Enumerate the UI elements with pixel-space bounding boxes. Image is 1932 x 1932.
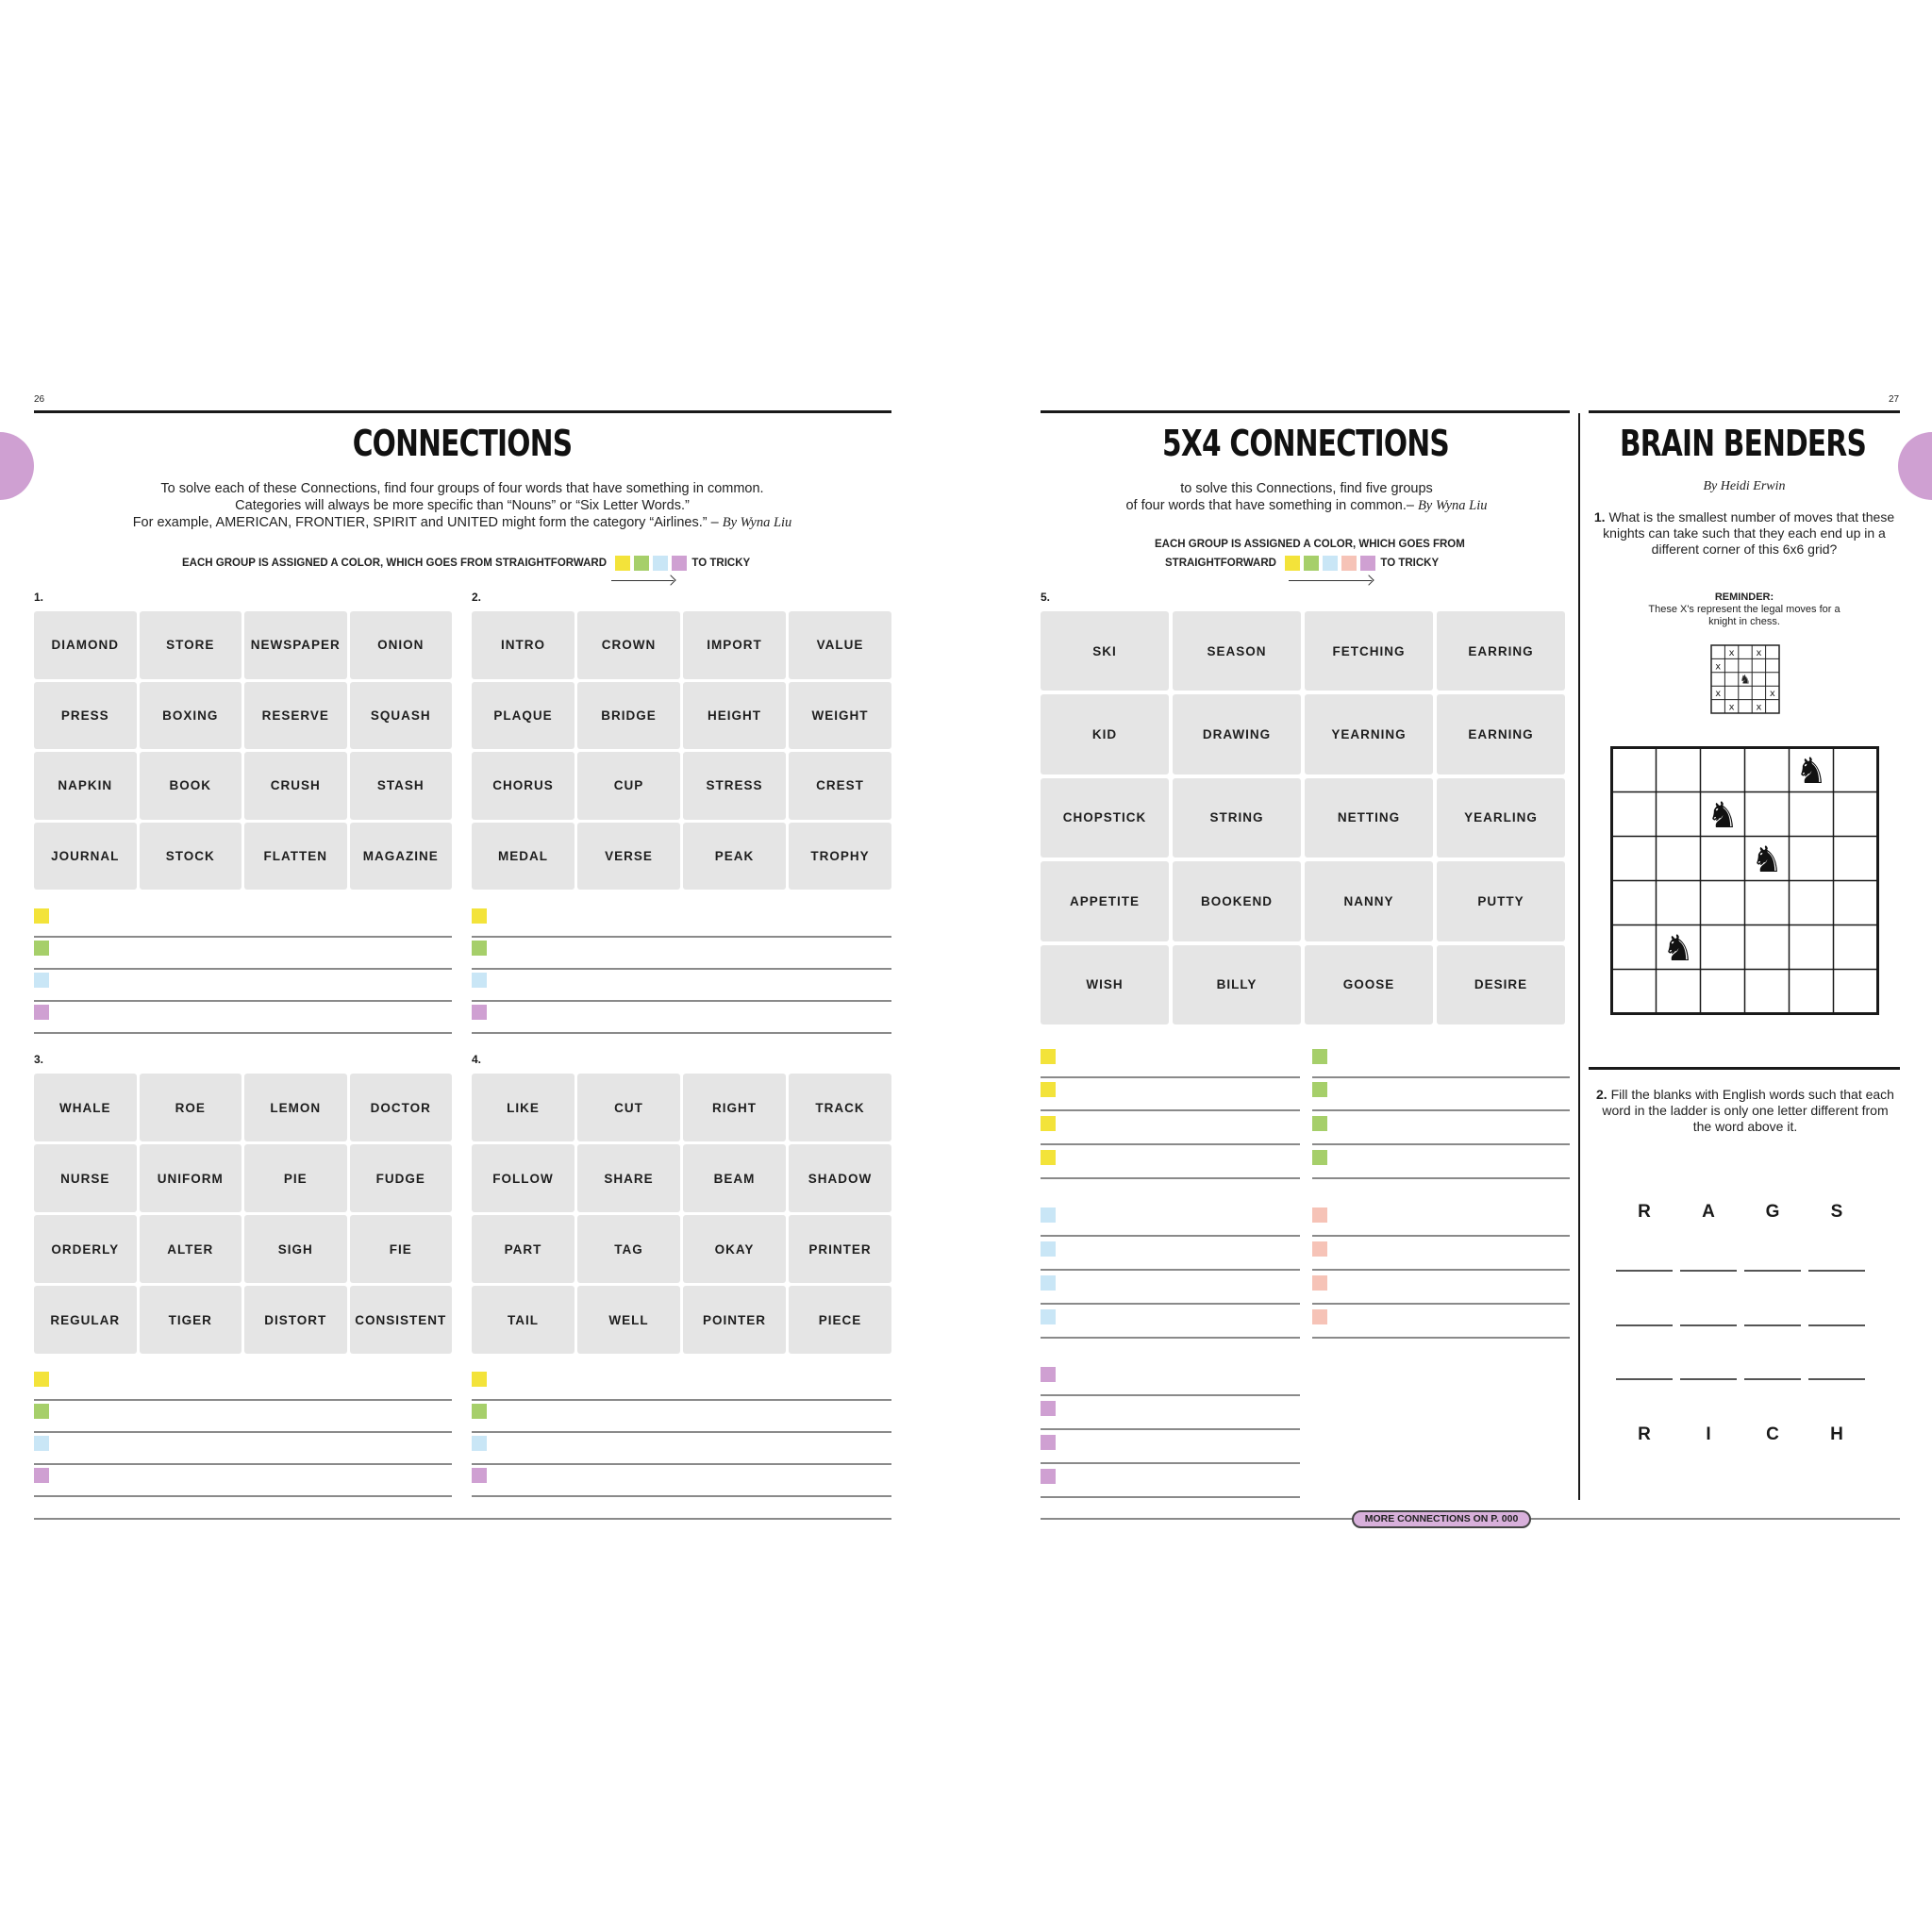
5x4-legend-line-2	[1165, 556, 1439, 571]
ladder-blank[interactable]	[1680, 1324, 1737, 1326]
legend-blue-swatch	[653, 556, 668, 571]
5x4-intro-line-2	[1047, 497, 1566, 514]
puzzle-5-salmon-3[interactable]	[1312, 1273, 1570, 1305]
puzzle-5-green-4[interactable]	[1312, 1147, 1570, 1179]
word-tile[interactable]: DOCTOR	[350, 1074, 453, 1141]
word-tile[interactable]: SKI	[1041, 611, 1169, 691]
knight-icon: ♞	[1750, 839, 1784, 880]
word-tile[interactable]: FOLLOW	[472, 1144, 575, 1212]
word-tile[interactable]: BEAM	[683, 1144, 786, 1212]
intro-line-1: To solve each of these Connections, find four groups of four words that have something in common.	[160, 481, 764, 496]
word-tile[interactable]: FIE	[350, 1215, 453, 1283]
knight-icon: ♞	[1794, 750, 1828, 791]
green-swatch	[1312, 1116, 1327, 1131]
word-tile[interactable]: VERSE	[577, 823, 680, 891]
puzzle-5-purple-1[interactable]	[1041, 1364, 1300, 1396]
word-tile[interactable]: SIGH	[244, 1215, 347, 1283]
word-tile[interactable]: GOOSE	[1305, 945, 1433, 1024]
connections-intro	[57, 480, 868, 531]
green-swatch	[1312, 1150, 1327, 1165]
question-1	[1591, 509, 1898, 558]
word-tile[interactable]: MEDAL	[472, 823, 575, 891]
puzzle-2-answer-yellow[interactable]	[472, 906, 891, 938]
word-tile[interactable]: LIKE	[472, 1074, 575, 1141]
yellow-swatch	[472, 1372, 487, 1387]
word-tile[interactable]: YEARNING	[1305, 694, 1433, 774]
word-tile[interactable]: TIGER	[140, 1286, 242, 1354]
word-tile[interactable]: BRIDGE	[577, 682, 680, 750]
puzzle-4-answer-green[interactable]	[472, 1401, 891, 1433]
word-tile[interactable]: PART	[472, 1215, 575, 1283]
ladder-blank[interactable]	[1616, 1270, 1673, 1272]
puzzle-3-grid	[34, 1074, 452, 1354]
green-swatch	[34, 1404, 49, 1419]
5x4-connections-title: 5X4 CONNECTIONS	[1162, 423, 1449, 464]
question-1-number: 1.	[1593, 509, 1606, 525]
word-tile[interactable]: RESERVE	[244, 682, 347, 750]
word-tile[interactable]: WELL	[577, 1286, 680, 1354]
word-tile[interactable]: NANNY	[1305, 861, 1433, 941]
puzzle-5-purple-4[interactable]	[1041, 1466, 1300, 1498]
puzzle-5-green-3[interactable]	[1312, 1113, 1570, 1145]
word-tile[interactable]: SEASON	[1173, 611, 1301, 691]
puzzle-5-yellow-4[interactable]	[1041, 1147, 1300, 1179]
word-tile[interactable]: NURSE	[34, 1144, 137, 1212]
word-tile[interactable]: CROWN	[577, 611, 680, 679]
x-mark: x	[1715, 661, 1722, 673]
word-tile[interactable]: POINTER	[683, 1286, 786, 1354]
word-tile[interactable]: SQUASH	[350, 682, 453, 750]
puzzle-4-answer-blue[interactable]	[472, 1433, 891, 1465]
blue-swatch	[1041, 1241, 1056, 1257]
question-2	[1594, 1087, 1896, 1135]
purple-swatch	[472, 1005, 487, 1020]
word-tile[interactable]: BOXING	[140, 682, 242, 750]
word-tile[interactable]: CREST	[789, 752, 891, 820]
purple-swatch	[34, 1468, 49, 1483]
word-tile[interactable]: WHALE	[34, 1074, 137, 1141]
puzzle-3-answer-blue[interactable]	[34, 1433, 452, 1465]
x-mark: x	[1728, 702, 1735, 713]
legend-blue-swatch	[1323, 556, 1338, 571]
puzzle-4-number: 4.	[472, 1053, 482, 1066]
puzzle-5-purple-3[interactable]	[1041, 1432, 1300, 1464]
puzzle-5-salmon-1[interactable]	[1312, 1205, 1570, 1237]
left-bottom-rule	[34, 1518, 891, 1520]
word-tile[interactable]: ROE	[140, 1074, 242, 1141]
x-mark: x	[1715, 689, 1722, 700]
legend-yellow-swatch	[615, 556, 630, 571]
5x4-intro	[1047, 480, 1566, 514]
puzzle-2-answer-purple[interactable]	[472, 1002, 891, 1034]
5x4-legend-arrow	[1289, 580, 1372, 581]
blue-swatch	[1041, 1208, 1056, 1223]
puzzle-5-number: 5.	[1041, 591, 1051, 604]
purple-swatch	[1041, 1435, 1056, 1450]
word-tile[interactable]: TRACK	[789, 1074, 891, 1141]
word-tile[interactable]: TAIL	[472, 1286, 575, 1354]
knight-icon: ♞	[1740, 673, 1751, 688]
puzzle-2-number: 2.	[472, 591, 482, 604]
word-tile[interactable]: YEARLING	[1437, 778, 1565, 858]
right-top-rule-brain	[1589, 410, 1900, 413]
x-mark: x	[1728, 648, 1735, 658]
puzzle-5-salmon-4[interactable]	[1312, 1307, 1570, 1339]
puzzle-5-grid	[1041, 611, 1565, 1024]
word-tile[interactable]: RIGHT	[683, 1074, 786, 1141]
left-page-number: 26	[34, 394, 45, 405]
word-tile[interactable]: LEMON	[244, 1074, 347, 1141]
reminder	[1640, 591, 1849, 628]
ladder-blank[interactable]	[1744, 1270, 1801, 1272]
word-tile[interactable]: STORE	[140, 611, 242, 679]
puzzle-5-yellow-3[interactable]	[1041, 1113, 1300, 1145]
intro-line-3-text: For example, AMERICAN, FRONTIER, SPIRIT and UNITED might form the category “Airlines.” –	[132, 515, 719, 530]
purple-swatch	[1041, 1469, 1056, 1484]
salmon-swatch	[1312, 1208, 1327, 1223]
connections-title: CONNECTIONS	[352, 423, 573, 464]
legend-purple-swatch	[672, 556, 687, 571]
salmon-swatch	[1312, 1275, 1327, 1291]
5x4-intro-line-2-text: of four words that have something in common.–	[1125, 498, 1414, 513]
puzzle-3-answer-purple[interactable]	[34, 1465, 452, 1497]
blue-swatch	[1041, 1275, 1056, 1291]
knight-moves-reminder-grid	[1710, 644, 1780, 714]
5x4-byline: By Wyna Liu	[1417, 498, 1488, 513]
more-connections-link[interactable]: MORE CONNECTIONS ON P. 000	[1352, 1510, 1531, 1528]
word-tile[interactable]: WISH	[1041, 945, 1169, 1024]
left-tab-marker	[0, 432, 34, 500]
puzzle-5-green-1[interactable]	[1312, 1046, 1570, 1078]
question-2-text: Fill the blanks with English words such that each word in the ladder is only one letter different from the word above it.	[1602, 1087, 1894, 1134]
purple-swatch	[1041, 1401, 1056, 1416]
word-tile[interactable]: EARNING	[1437, 694, 1565, 774]
word-tile[interactable]: DESIRE	[1437, 945, 1565, 1024]
word-tile[interactable]: DIAMOND	[34, 611, 137, 679]
word-tile[interactable]: FETCHING	[1305, 611, 1433, 691]
word-tile[interactable]: STASH	[350, 752, 453, 820]
salmon-swatch	[1312, 1241, 1327, 1257]
ladder-top-letter: S	[1830, 1202, 1843, 1222]
word-tile[interactable]: NETTING	[1305, 778, 1433, 858]
puzzle-5-green-2[interactable]	[1312, 1079, 1570, 1111]
5x4-legend-end: TO TRICKY	[1380, 558, 1440, 570]
word-tile[interactable]: BOOK	[140, 752, 242, 820]
puzzle-4-grid	[472, 1074, 891, 1354]
ladder-blank[interactable]	[1808, 1324, 1865, 1326]
brain-benders-byline: By Heidi Erwin	[1703, 479, 1786, 493]
word-tile[interactable]: PUTTY	[1437, 861, 1565, 941]
word-tile[interactable]: PRESS	[34, 682, 137, 750]
brain-benders-title: BRAIN BENDERS	[1619, 423, 1867, 464]
x-mark: x	[1769, 689, 1775, 700]
word-tile[interactable]: BILLY	[1173, 945, 1301, 1024]
ladder-blank[interactable]	[1616, 1378, 1673, 1380]
ladder-blank[interactable]	[1616, 1324, 1673, 1326]
word-tile[interactable]: STOCK	[140, 823, 242, 891]
word-tile[interactable]: APPETITE	[1041, 861, 1169, 941]
right-page-number: 27	[1889, 394, 1900, 405]
word-tile[interactable]: WEIGHT	[789, 682, 891, 750]
word-tile[interactable]: IMPORT	[683, 611, 786, 679]
legend-green-swatch	[1304, 556, 1319, 571]
word-tile[interactable]: CHOPSTICK	[1041, 778, 1169, 858]
blue-swatch	[34, 973, 49, 988]
word-tile[interactable]: FUDGE	[350, 1144, 453, 1212]
yellow-swatch	[34, 908, 49, 924]
word-tile[interactable]: ALTER	[140, 1215, 242, 1283]
word-tile[interactable]: ONION	[350, 611, 453, 679]
word-tile[interactable]: HEIGHT	[683, 682, 786, 750]
word-tile[interactable]: BOOKEND	[1173, 861, 1301, 941]
word-tile[interactable]: PLAQUE	[472, 682, 575, 750]
puzzle-1-answer-purple[interactable]	[34, 1002, 452, 1034]
puzzle-2-answer-blue[interactable]	[472, 970, 891, 1002]
puzzle-4-answer-yellow[interactable]	[472, 1369, 891, 1401]
word-tile[interactable]: SHARE	[577, 1144, 680, 1212]
puzzle-5-blue-1[interactable]	[1041, 1205, 1300, 1237]
ladder-bottom-letter: R	[1638, 1424, 1651, 1444]
knights-6x6-grid	[1610, 746, 1879, 1015]
word-tile[interactable]: STRESS	[683, 752, 786, 820]
word-tile[interactable]: PIE	[244, 1144, 347, 1212]
ladder-blank[interactable]	[1808, 1270, 1865, 1272]
ladder-top-letter: R	[1638, 1202, 1651, 1222]
5x4-legend-text: STRAIGHTFORWARD	[1165, 558, 1276, 570]
word-tile[interactable]: NAPKIN	[34, 752, 137, 820]
word-tile[interactable]: CUT	[577, 1074, 680, 1141]
ladder-bottom-letter: H	[1830, 1424, 1843, 1444]
right-tab-marker	[1898, 432, 1932, 500]
ladder-bottom-letter: I	[1706, 1424, 1711, 1444]
blue-swatch	[472, 1436, 487, 1451]
purple-swatch	[1041, 1367, 1056, 1382]
legend-green-swatch	[634, 556, 649, 571]
puzzle-5-blue-2[interactable]	[1041, 1239, 1300, 1271]
left-color-legend	[182, 556, 750, 571]
5x4-legend-line-1: EACH GROUP IS ASSIGNED A COLOR, WHICH GOES FROM	[1155, 539, 1465, 550]
yellow-swatch	[472, 908, 487, 924]
blue-swatch	[472, 973, 487, 988]
word-tile[interactable]: STRING	[1173, 778, 1301, 858]
puzzle-4-answer-purple[interactable]	[472, 1465, 891, 1497]
green-swatch	[1312, 1082, 1327, 1097]
word-tile[interactable]: PRINTER	[789, 1215, 891, 1283]
ladder-blank[interactable]	[1680, 1378, 1737, 1380]
green-swatch	[1312, 1049, 1327, 1064]
blue-swatch	[1041, 1309, 1056, 1324]
word-tile[interactable]: UNIFORM	[140, 1144, 242, 1212]
x-mark: x	[1756, 702, 1762, 713]
knight-icon: ♞	[1661, 927, 1695, 969]
word-tile[interactable]: PIECE	[789, 1286, 891, 1354]
left-top-rule	[34, 410, 891, 413]
puzzle-1-answer-yellow[interactable]	[34, 906, 452, 938]
word-tile[interactable]: CUP	[577, 752, 680, 820]
ladder-top-letter: G	[1765, 1202, 1780, 1222]
puzzle-1-answer-blue[interactable]	[34, 970, 452, 1002]
word-tile[interactable]: TAG	[577, 1215, 680, 1283]
yellow-swatch	[34, 1372, 49, 1387]
blue-swatch	[34, 1436, 49, 1451]
ladder-blank[interactable]	[1680, 1270, 1737, 1272]
puzzle-5-yellow-1[interactable]	[1041, 1046, 1300, 1078]
puzzle-5-yellow-2[interactable]	[1041, 1079, 1300, 1111]
word-tile[interactable]: REGULAR	[34, 1286, 137, 1354]
right-top-rule-connections	[1041, 410, 1570, 413]
puzzle-1-answer-green[interactable]	[34, 938, 452, 970]
word-tile[interactable]: OKAY	[683, 1215, 786, 1283]
legend-salmon-swatch	[1341, 556, 1357, 571]
legend-text: EACH GROUP IS ASSIGNED A COLOR, WHICH GOES FROM STRAIGHTFORWARD	[182, 558, 608, 570]
puzzle-1-number: 1.	[34, 591, 44, 604]
puzzle-3-answer-yellow[interactable]	[34, 1369, 452, 1401]
yellow-swatch	[1041, 1049, 1056, 1064]
puzzle-3-answer-green[interactable]	[34, 1401, 452, 1433]
yellow-swatch	[1041, 1150, 1056, 1165]
word-tile[interactable]: FLATTEN	[244, 823, 347, 891]
puzzle-5-salmon-2[interactable]	[1312, 1239, 1570, 1271]
left-legend-arrow	[611, 580, 674, 581]
x-mark: x	[1756, 648, 1762, 658]
word-tile[interactable]: NEWSPAPER	[244, 611, 347, 679]
word-tile[interactable]: EARRING	[1437, 611, 1565, 691]
word-tile[interactable]: INTRO	[472, 611, 575, 679]
word-tile[interactable]: ORDERLY	[34, 1215, 137, 1283]
puzzle-3-number: 3.	[34, 1053, 44, 1066]
word-tile[interactable]: JOURNAL	[34, 823, 137, 891]
word-tile[interactable]: CONSISTENT	[350, 1286, 453, 1354]
ladder-top-letter: A	[1702, 1202, 1715, 1222]
ladder-bottom-letter: C	[1766, 1424, 1779, 1444]
legend-yellow-swatch	[1285, 556, 1300, 571]
legend-purple-swatch	[1360, 556, 1375, 571]
reminder-text: These X's represent the legal moves for a knight in chess.	[1648, 604, 1840, 627]
word-tile[interactable]: TROPHY	[789, 823, 891, 891]
puzzle-1-grid	[34, 611, 452, 890]
intro-line-2: Categories will always be more specific than “Nouns” or “Six Letter Words.”	[235, 498, 690, 513]
salmon-swatch	[1312, 1309, 1327, 1324]
green-swatch	[34, 941, 49, 956]
connections-byline: By Wyna Liu	[722, 515, 792, 530]
puzzle-5-blue-4[interactable]	[1041, 1307, 1300, 1339]
ladder-blank[interactable]	[1808, 1378, 1865, 1380]
ladder-blank[interactable]	[1744, 1378, 1801, 1380]
puzzle-2-answer-green[interactable]	[472, 938, 891, 970]
word-tile[interactable]: CHORUS	[472, 752, 575, 820]
word-tile[interactable]: DRAWING	[1173, 694, 1301, 774]
intro-line-3	[57, 514, 868, 531]
word-tile[interactable]: KID	[1041, 694, 1169, 774]
word-tile[interactable]: SHADOW	[789, 1144, 891, 1212]
purple-swatch	[472, 1468, 487, 1483]
question-1-text: What is the smallest number of moves that these knights can take such that they each end up in a different corner of this 6x6 grid?	[1603, 509, 1895, 557]
legend-end: TO TRICKY	[691, 558, 751, 570]
word-tile[interactable]: PEAK	[683, 823, 786, 891]
word-tile[interactable]: CRUSH	[244, 752, 347, 820]
reminder-title: REMINDER:	[1714, 591, 1774, 603]
5x4-intro-line-1: to solve this Connections, find five groups	[1180, 481, 1433, 496]
green-swatch	[472, 941, 487, 956]
knight-icon: ♞	[1706, 794, 1740, 836]
question-2-number: 2.	[1596, 1087, 1607, 1102]
word-tile[interactable]: DISTORT	[244, 1286, 347, 1354]
brain-benders-divider	[1589, 1067, 1900, 1070]
purple-swatch	[34, 1005, 49, 1020]
puzzle-5-purple-2[interactable]	[1041, 1398, 1300, 1430]
green-swatch	[472, 1404, 487, 1419]
ladder-blank[interactable]	[1744, 1324, 1801, 1326]
yellow-swatch	[1041, 1082, 1056, 1097]
yellow-swatch	[1041, 1116, 1056, 1131]
puzzle-2-grid	[472, 611, 891, 890]
puzzle-5-blue-3[interactable]	[1041, 1273, 1300, 1305]
word-tile[interactable]: MAGAZINE	[350, 823, 453, 891]
word-tile[interactable]: VALUE	[789, 611, 891, 679]
column-divider	[1578, 413, 1580, 1500]
